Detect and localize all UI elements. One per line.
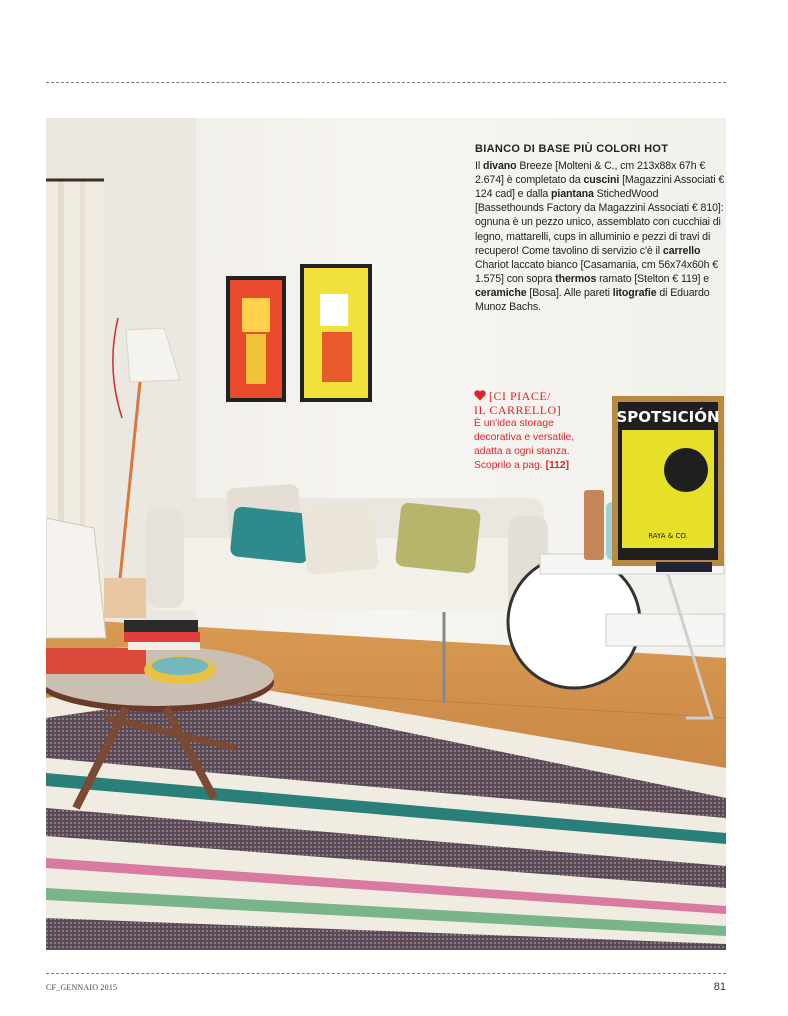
bottom-dashed-rule (46, 973, 726, 974)
ci-piace-title (474, 389, 594, 417)
photo-caption (475, 142, 725, 314)
ci-piace-title-line2: IL CARRELLO] (474, 403, 562, 417)
caption-text: di Eduardo Munoz Bachs. (475, 286, 710, 314)
ci-piace-body: È un'idea storage decorativa e versatile, adatta a ogni stanza. Scoprilo a pag. (474, 418, 575, 471)
caption-text: Breeze [Molteni & C., cm 213x88x 67h € 2.674] è completato da (475, 160, 706, 187)
ci-piace-text (474, 417, 594, 473)
caption-text: StichedWood [Bassethounds Factory da Magazzini Associati € 810]: ognuna è un pezzo unico, assemblato con cucchiai di legno, mattarelli, cups in alluminio e pezzi di travi di recupero! Come tavolino di servizio c'è il (475, 188, 724, 257)
caption-heading: BIANCO DI BASE PIÙ COLORI HOT (475, 143, 669, 155)
caption-text: [Bosa]. Alle pareti (526, 286, 613, 299)
caption-product-name: carrello (662, 244, 701, 257)
caption-text: Chariot laccato bianco [Casamania, cm 56x74x60h € 1.575] con sopra (475, 258, 719, 285)
caption-text: [Magazzini Associati € 124 cad] e dalla (475, 174, 725, 201)
caption-product-name: litografie (612, 286, 657, 299)
caption-product-name: piantana (551, 188, 594, 201)
poster-subtitle: RAYA & CO. (648, 532, 688, 540)
caption-body (475, 159, 725, 314)
issue-label: CF_GENNAIO 2015 (46, 983, 118, 992)
page-number: 81 (713, 981, 726, 993)
heart-icon (474, 390, 486, 401)
ci-piace-box (474, 389, 594, 473)
poster-title: SPOTSICIÓN (616, 408, 720, 426)
ci-piace-title-line1: [CI PIACE/ (489, 389, 551, 403)
page-reference-link[interactable]: [112] (545, 460, 570, 471)
caption-product-name: cuscini (583, 174, 620, 187)
caption-text: ramato [Stelton € 119] e (596, 272, 710, 285)
top-dashed-rule (46, 82, 726, 83)
caption-text: Il (475, 160, 483, 173)
caption-product-name: ceramiche (475, 286, 527, 299)
caption-product-name: divano (482, 160, 517, 173)
caption-product-name: thermos (555, 272, 597, 285)
